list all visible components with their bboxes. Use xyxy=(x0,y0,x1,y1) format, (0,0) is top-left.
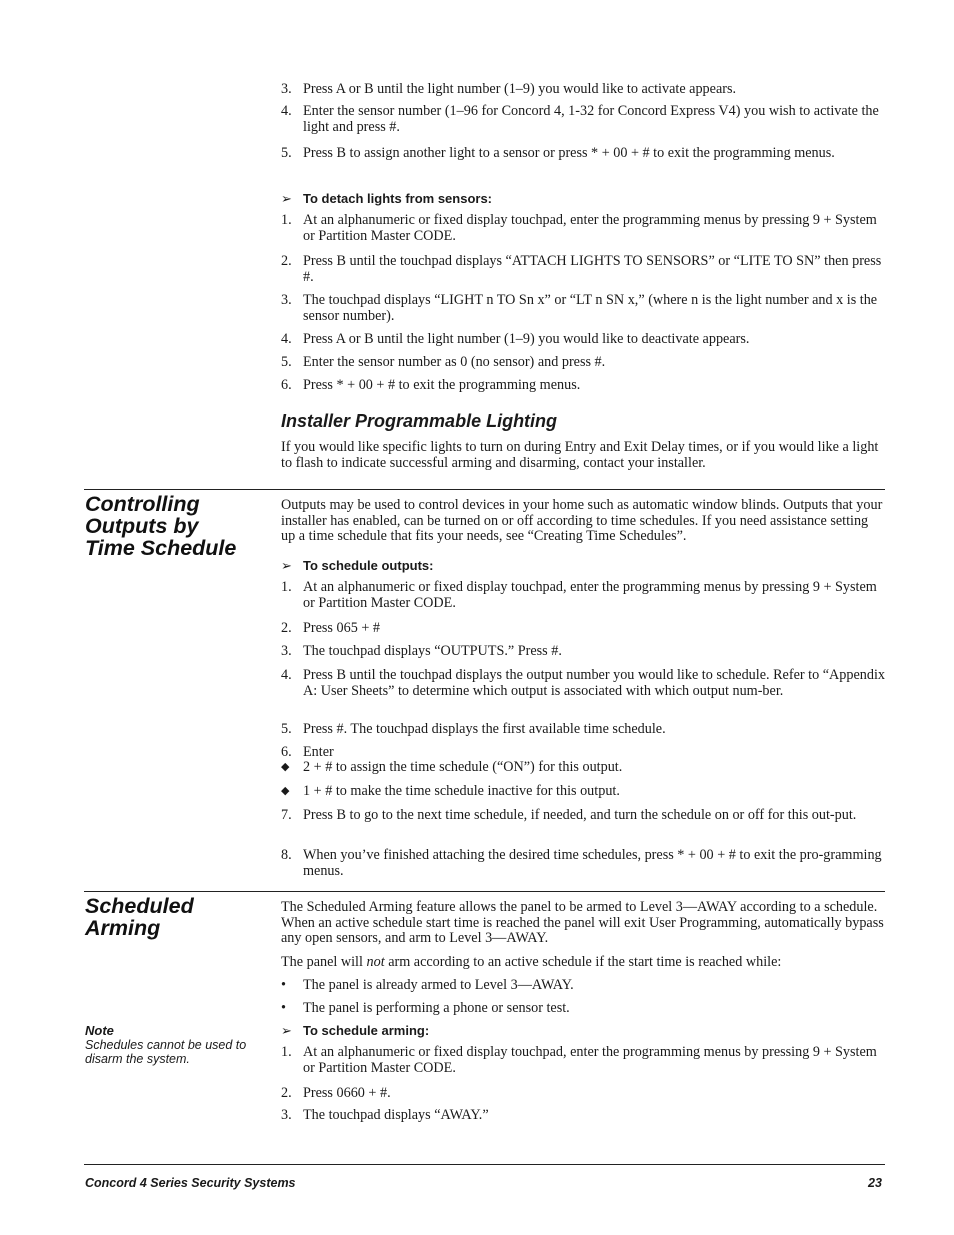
procedure-heading-text: To schedule arming: xyxy=(303,1023,430,1038)
step-text: Press A or B until the light number (1–9) you would like to deactivate appears. xyxy=(303,331,750,347)
list-item xyxy=(281,254,885,285)
footer-title: Concord 4 Series Security Systems xyxy=(85,1176,296,1190)
page-number: 23 xyxy=(868,1176,882,1190)
step-text: Press B to assign another light to a sensor or press * + 00 + # to exit the programming menus. xyxy=(303,145,835,161)
procedure-heading xyxy=(281,191,492,207)
list-item xyxy=(281,355,885,371)
step-number: 3. xyxy=(281,292,292,308)
section-divider xyxy=(84,489,885,490)
section-heading-line: Scheduled xyxy=(85,894,194,918)
step-text: The touchpad displays “AWAY.” xyxy=(303,1107,489,1123)
step-number: 5. xyxy=(281,354,292,370)
section-subheading: Installer Programmable Lighting xyxy=(281,411,558,431)
list-item xyxy=(281,760,885,776)
arming-intro: The Scheduled Arming feature allows the panel to be armed to Level 3—AWAY according to a schedule. When an active schedule start time is reached the panel will exit User Programming, automatically bypass any open sensors, and arm to Level 3—AWAY. xyxy=(281,899,884,947)
step-number: 4. xyxy=(281,331,292,347)
step-number: 3. xyxy=(281,1107,292,1123)
list-item xyxy=(281,978,885,994)
procedure-heading-text: To schedule outputs: xyxy=(303,558,434,573)
list-item xyxy=(281,848,885,879)
arming-conditions-paragraph xyxy=(281,955,885,971)
list-item xyxy=(281,1086,885,1102)
note-title: Note xyxy=(85,1023,114,1038)
paragraph-text: The panel will xyxy=(281,954,367,970)
list-item xyxy=(281,82,885,98)
step-number: 1. xyxy=(281,212,292,228)
bullet-text: The panel is performing a phone or sensor test. xyxy=(303,1000,570,1016)
step-number: 1. xyxy=(281,579,292,595)
section-heading-arming xyxy=(85,895,194,939)
step-text: Press 065 + # xyxy=(303,620,380,636)
bullet-text: 1 + # to make the time schedule inactive for this output. xyxy=(303,783,620,799)
procedure-heading xyxy=(281,1023,429,1039)
step-text: Press B until the touchpad displays “ATTACH LIGHTS TO SENSORS” or “LITE TO SN” then press #. xyxy=(303,253,882,285)
list-item xyxy=(281,213,885,244)
list-item xyxy=(281,808,885,824)
round-bullet-icon: • xyxy=(281,977,286,993)
list-item xyxy=(281,332,885,348)
step-text: Enter the sensor number (1–96 for Concord 4, 1-32 for Concord Express V4) you wish to activate the light and press #. xyxy=(303,103,879,135)
step-number: 2. xyxy=(281,253,292,269)
step-number: 4. xyxy=(281,667,292,683)
section-heading-line: Time Schedule xyxy=(85,536,237,560)
step-number: 3. xyxy=(281,81,292,97)
step-number: 5. xyxy=(281,145,292,161)
arrow-bullet-icon: ➢ xyxy=(281,191,292,206)
step-text: Press * + 00 + # to exit the programming menus. xyxy=(303,377,581,393)
list-item xyxy=(281,722,885,738)
diamond-bullet-icon: ◆ xyxy=(281,761,290,773)
list-item xyxy=(281,621,885,637)
step-text: Press 0660 + #. xyxy=(303,1085,391,1101)
step-number: 2. xyxy=(281,1085,292,1101)
list-item xyxy=(281,580,885,611)
step-number: 3. xyxy=(281,643,292,659)
list-item xyxy=(281,1045,885,1076)
arrow-bullet-icon: ➢ xyxy=(281,558,292,573)
section-heading-line: Outputs by xyxy=(85,514,199,538)
step-text: The touchpad displays “LIGHT n TO Sn x” or “LT n SN x,” (where n is the light number and x is the sensor number). xyxy=(303,292,878,324)
footer-divider xyxy=(84,1164,885,1165)
step-text: Press B to go to the next time schedule, if needed, and turn the schedule on or off for this out-put. xyxy=(303,807,857,823)
note-text: Schedules cannot be used to disarm the system. xyxy=(85,1038,247,1066)
round-bullet-icon: • xyxy=(281,1000,286,1016)
step-text: Press A or B until the light number (1–9) you would like to activate appears. xyxy=(303,81,737,97)
step-text: Enter xyxy=(303,744,334,760)
step-number: 7. xyxy=(281,807,292,823)
list-item xyxy=(281,104,885,135)
list-item xyxy=(281,1001,885,1017)
step-number: 4. xyxy=(281,103,292,119)
diamond-bullet-icon: ◆ xyxy=(281,785,290,797)
list-item xyxy=(281,378,885,394)
step-number: 5. xyxy=(281,721,292,737)
section-heading-line: Arming xyxy=(85,916,161,940)
procedure-heading xyxy=(281,558,433,574)
section-divider xyxy=(84,891,885,892)
list-item xyxy=(281,784,885,800)
step-number: 6. xyxy=(281,744,292,760)
step-text: Press #. The touchpad displays the first available time schedule. xyxy=(303,721,666,737)
step-number: 6. xyxy=(281,377,292,393)
emphasis-text: not xyxy=(366,954,385,970)
section-heading-outputs xyxy=(85,493,236,559)
section-heading-line: Controlling xyxy=(85,492,200,516)
step-text: When you’ve finished attaching the desired time schedules, press * + 00 + # to exit the pro-gramming menus. xyxy=(303,847,882,879)
list-item xyxy=(281,644,885,660)
paragraph-text: arm according to an active schedule if the start time is reached while: xyxy=(384,954,782,970)
list-item xyxy=(281,1108,885,1124)
step-text: Enter the sensor number as 0 (no sensor) and press #. xyxy=(303,354,606,370)
step-text: At an alphanumeric or fixed display touchpad, enter the programming menus by pressing 9 + System or Partition Master CODE. xyxy=(303,1044,877,1076)
list-item xyxy=(281,668,885,699)
step-text: The touchpad displays “OUTPUTS.” Press #. xyxy=(303,643,562,659)
list-item xyxy=(281,293,885,324)
arrow-bullet-icon: ➢ xyxy=(281,1023,292,1038)
step-text: Press B until the touchpad displays the output number you would like to schedule. Refer to “Appendix A: User Sheets” to determine which output is associated with which output num-ber. xyxy=(303,667,885,699)
outputs-intro: Outputs may be used to control devices in your home such as automatic window blinds. Outputs that your installer has enabled, can be turned on or off according to time schedules. If you need assistance setting up a time schedule that fits your needs, see “Creating Time Schedules”. xyxy=(281,497,883,545)
step-number: 2. xyxy=(281,620,292,636)
step-number: 1. xyxy=(281,1044,292,1060)
bullet-text: 2 + # to assign the time schedule (“ON”) for this output. xyxy=(303,759,623,775)
step-text: At an alphanumeric or fixed display touchpad, enter the programming menus by pressing 9 + System or Partition Master CODE. xyxy=(303,579,877,611)
step-number: 8. xyxy=(281,847,292,863)
procedure-heading-text: To detach lights from sensors: xyxy=(303,191,493,206)
installer-paragraph: If you would like specific lights to turn on during Entry and Exit Delay times, or if you would like a light to flash to indicate successful arming and disarming, contact your installer. xyxy=(281,439,879,471)
bullet-text: The panel is already armed to Level 3—AWAY. xyxy=(303,977,574,993)
step-text: At an alphanumeric or fixed display touchpad, enter the programming menus by pressing 9 + System or Partition Master CODE. xyxy=(303,212,877,244)
list-item xyxy=(281,146,885,162)
